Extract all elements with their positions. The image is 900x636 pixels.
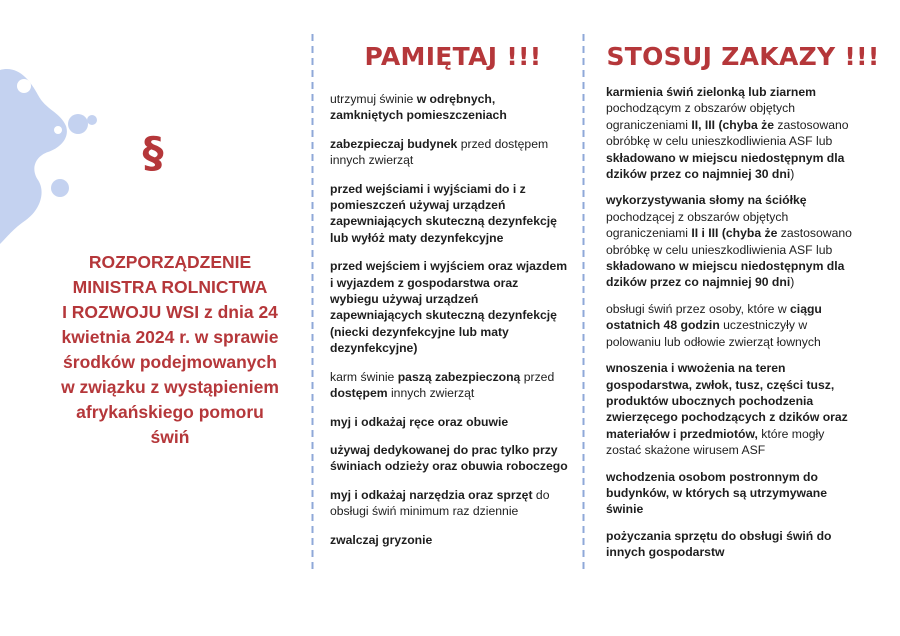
column-divider-right: [582, 34, 585, 572]
list-item-text: w odrębnych, zamkniętych pomieszczeniach: [330, 92, 507, 123]
list-item-text: karmienia świń zielonką lub ziarnem: [606, 85, 816, 99]
remember-heading: PAMIĘTAJ !!!: [364, 42, 542, 71]
list-item: [606, 528, 864, 561]
list-item: [606, 301, 864, 350]
prohibitions-list: [606, 84, 864, 561]
list-item-text: wykorzystywania słomy na ściółkę: [606, 193, 807, 208]
list-item-text: składowano w miejscu niedostępnym dla dzików przez co najmniej 30 dni: [606, 150, 845, 182]
list-item-text: przed wejściami i wyjściami do i z pomieszczeń używaj urządzeń zapewniających skuteczną dezynfekcję lub wyłóż maty dezynfekcyjne: [330, 181, 557, 245]
list-item-text: używaj dedykowanej do prac tylko przy świniach odzieży oraz obuwia roboczego: [330, 442, 568, 474]
list-item-text: myj i odkażaj ręce oraz obuwie: [330, 414, 509, 429]
list-item-text: zwalczaj gryzonie: [330, 532, 433, 547]
list-item-text: innych zwierząt: [387, 386, 475, 401]
list-item-text: składowano w miejscu niedostępnym dla dzików przez co najmniej 90 dni: [606, 259, 845, 290]
prohibitions-heading: STOSUJ ZAKAZY !!!: [606, 42, 880, 71]
list-item-text: zastosowano obróbkę w celu unieszkodliwienia ASF lub: [606, 226, 852, 257]
list-item-text: pożyczania sprzętu do obsługi świń do innych gospodarstw: [606, 528, 832, 560]
list-item: [606, 84, 864, 182]
list-item: [606, 192, 864, 290]
list-item-text: pochodzącym z obszarów objętych ograniczeniami: [606, 101, 796, 132]
list-item: [330, 487, 575, 520]
section-symbol: §: [142, 128, 164, 177]
list-item-text: przed dostępem innych zwierząt: [330, 136, 549, 168]
list-item-text: karm świnie: [330, 369, 398, 384]
list-item: [330, 258, 575, 356]
list-item-text: obsługi świń przez osoby, które w: [606, 301, 791, 316]
decorative-blob: [0, 60, 120, 260]
list-item-text: II i III: [691, 226, 719, 241]
list-item-text: uczestniczyły w polowaniu lub odłowie zwierząt łownych: [606, 318, 821, 349]
list-item-text: przed wejściem i wyjściem oraz wjazdem i wyjazdem z gospodarstwa oraz wybiegu używaj urządzeń zapewniających skuteczną dezynfekcję (niecki dezynfekcyjne lub maty dezynfekcyjne): [330, 259, 568, 356]
list-item-text: paszą: [397, 369, 432, 384]
list-item-text: II, III: [691, 117, 716, 132]
list-item: [330, 532, 575, 548]
list-item-text: wnoszenia i wwożenia na teren gospodarstwa, zwłok, tusz, części tusz, produktów ubocznych pochodzenia zwierzęcego pochodzących z dzików oraz materiałów i przedmiotów,: [606, 361, 848, 441]
list-item: [330, 442, 575, 475]
list-item-text: pochodzącej z obszarów objętych ograniczeniami: [606, 209, 789, 241]
list-item-text: do obsługi świń minimum raz dziennie: [330, 487, 550, 519]
list-item-text: zastosowano obróbkę w celu unieszkodliwienia ASF lub: [606, 117, 849, 149]
list-item-text: myj i odkażaj narzędzia oraz sprzęt: [330, 487, 533, 502]
list-item-text: które mogły zostać skażone wirusem ASF: [606, 426, 825, 458]
list-item-text: zabezpieczaj budynek: [330, 136, 458, 151]
regulation-title: ROZPORZĄDZENIE MINISTRA ROLNICTWA I ROZWOJU WSI z dnia 24 kwietnia 2024 r. w sprawie środków podejmowanych w związku z wystąpieniem afrykańskiego pomoru świń: [61, 252, 279, 447]
list-item-text: dostępem: [330, 386, 388, 401]
list-item: [330, 136, 575, 169]
list-item-text: (chyba że: [718, 117, 774, 132]
list-item: [330, 91, 575, 124]
list-item-text: wchodzenia osobom postronnym do budynków, w których są utrzymywane świnie: [606, 469, 828, 517]
list-item: [330, 181, 575, 247]
list-item-text: (chyba że: [721, 226, 778, 241]
list-item-text: przed: [523, 369, 555, 384]
remember-list: [330, 91, 575, 548]
column-divider-left: [311, 34, 314, 572]
list-item: [606, 360, 864, 458]
list-item-text: ): [790, 275, 795, 290]
list-item-text: ciągu ostatnich 48 godzin: [606, 301, 822, 333]
list-item: [330, 369, 575, 402]
list-item: [330, 414, 575, 430]
list-item: [606, 469, 864, 518]
list-item-text: zabezpieczoną: [435, 369, 521, 384]
list-item-text: ): [790, 167, 795, 182]
list-item-text: utrzymuj świnie: [330, 92, 417, 106]
